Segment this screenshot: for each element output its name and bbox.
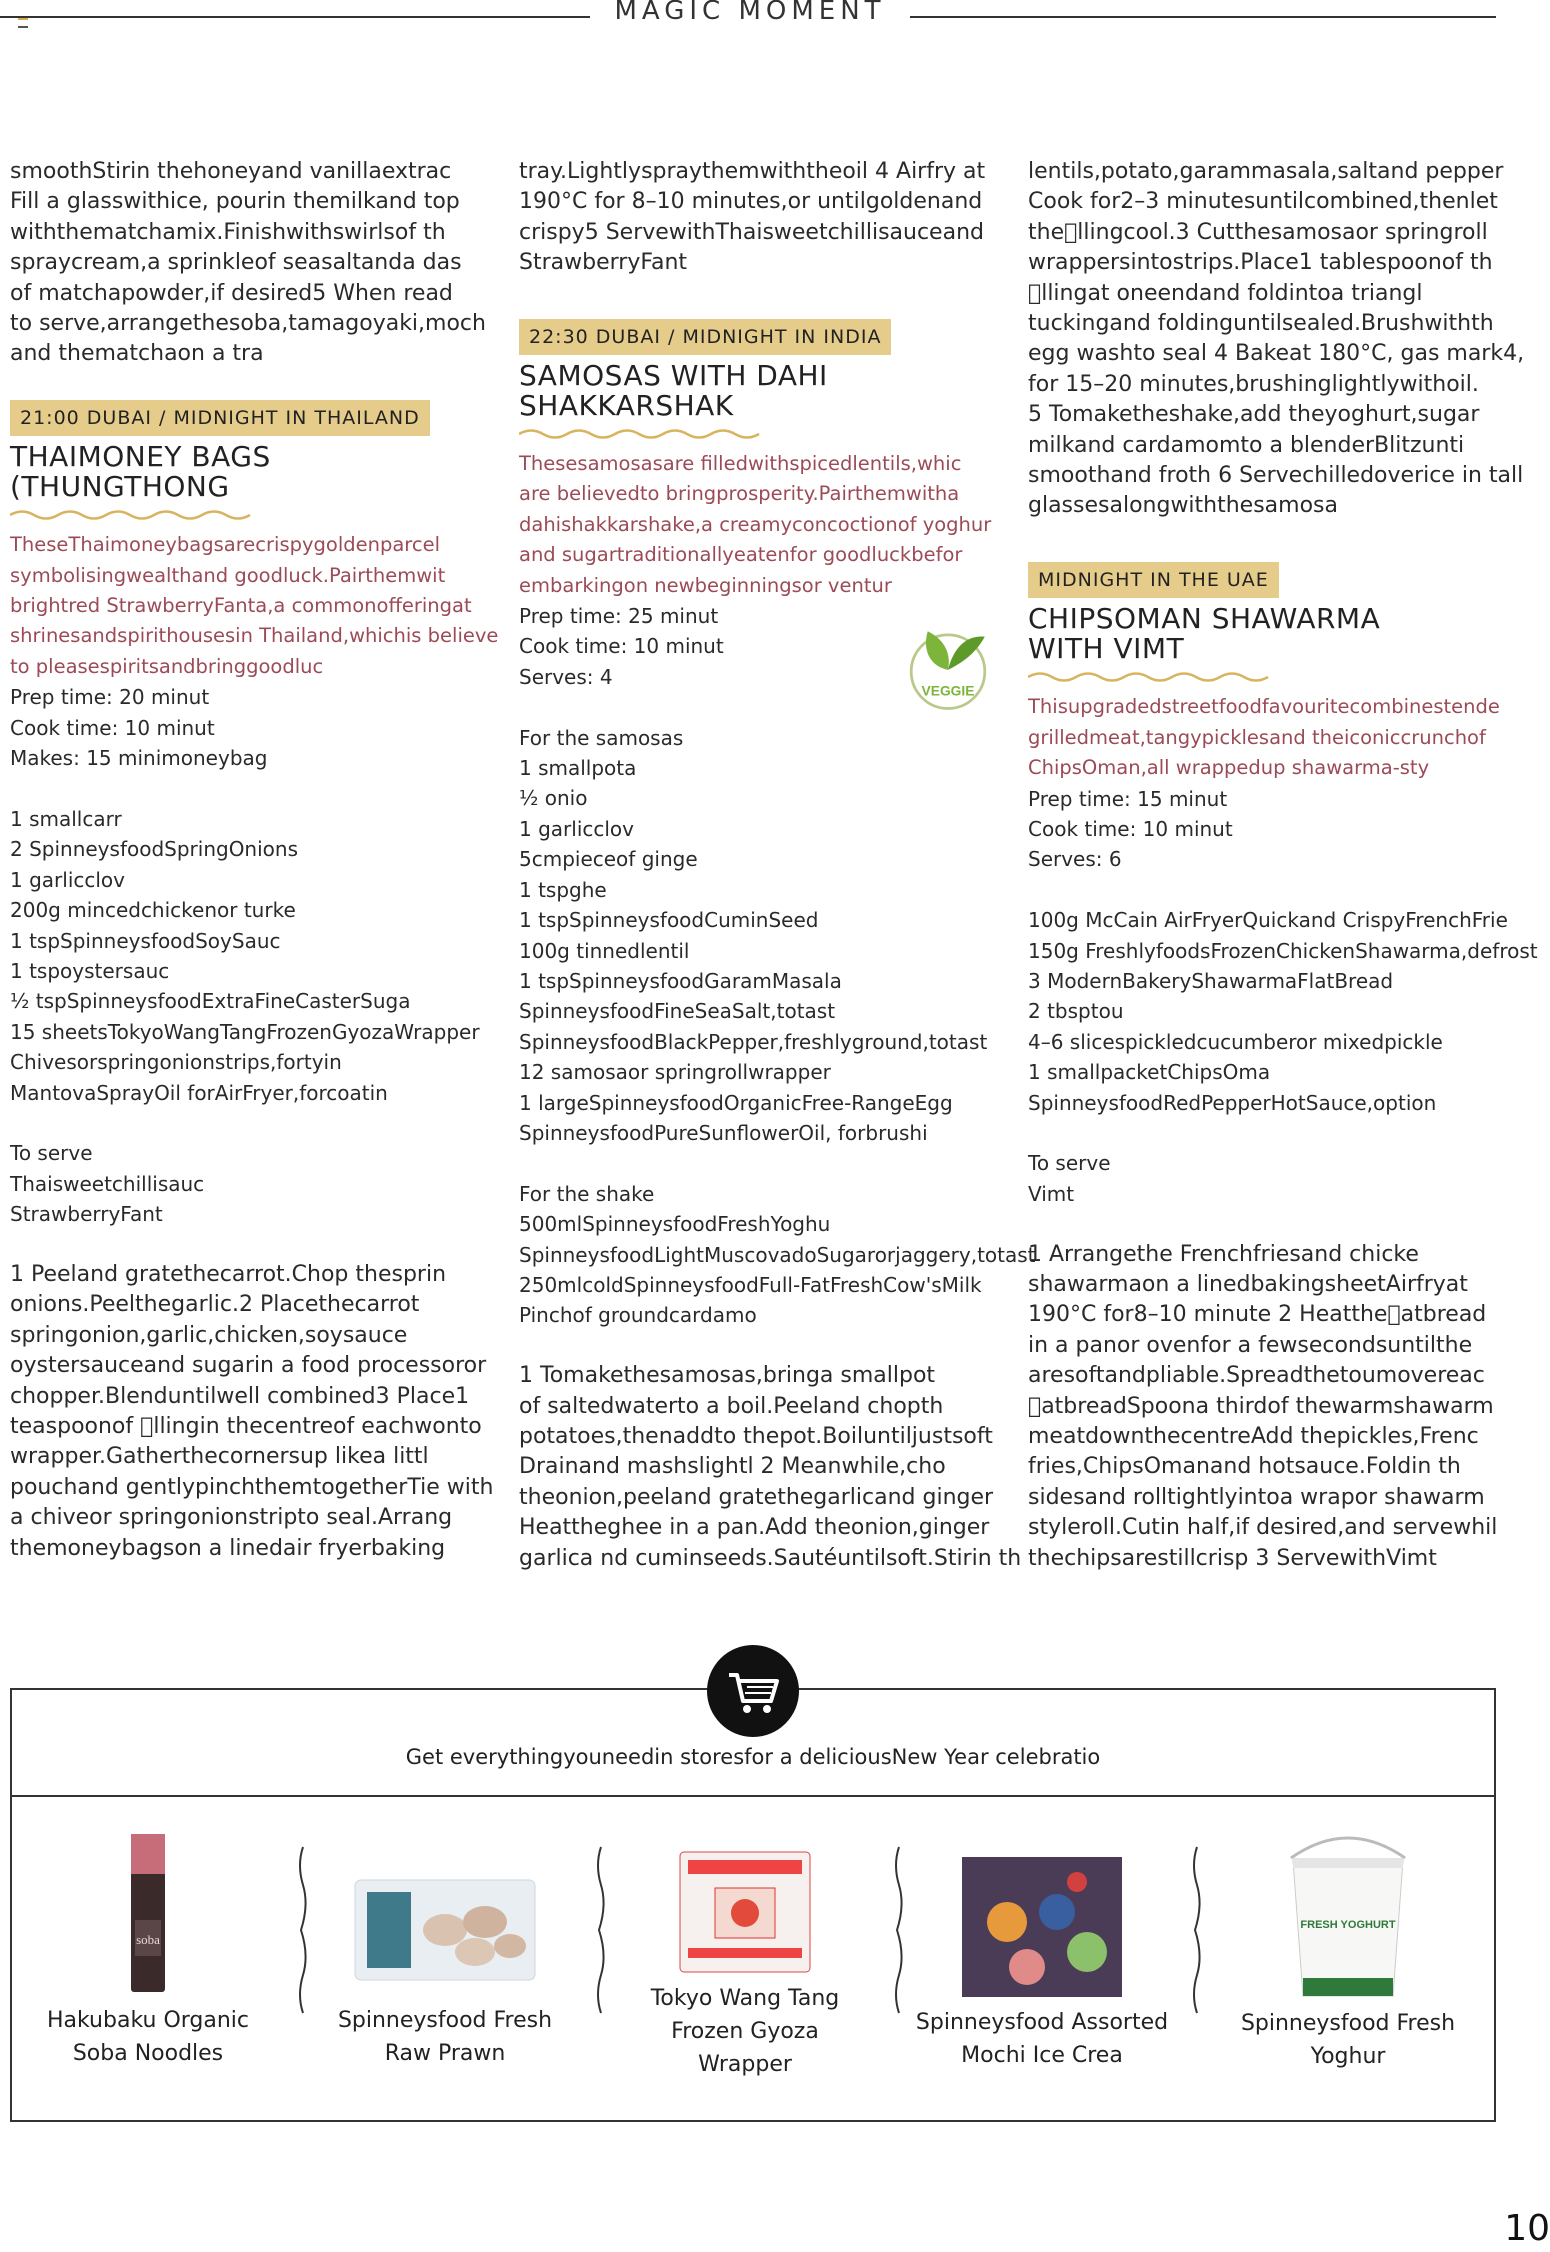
text-line: tray.Lightlyspraythemwiththeoil 4 Airfry at — [519, 159, 986, 184]
ingredient: SpinneysfoodLightMuscovadoSugarorjaggery,totast — [519, 1242, 1036, 1267]
intro-line: to pleasespiritsandbringgoodluc — [10, 654, 324, 678]
intro-line: dahishakkarshake,a creamyconcoctionof yoghur — [519, 512, 992, 536]
serves: Serves: 4 — [519, 664, 613, 689]
recipe-intro — [10, 530, 499, 682]
product-fresh-yoghurt[interactable] — [1208, 1828, 1488, 2073]
header-rule-left — [0, 16, 590, 18]
product-image — [113, 1830, 183, 2000]
product-image — [345, 1860, 545, 2000]
time-badge: 21:00 DUBAI / MIDNIGHT IN THAILAND — [10, 400, 430, 436]
wave-divider-icon — [10, 508, 260, 522]
ingredient: 4–6 slicespickledcucumberor mixedpickle — [1028, 1029, 1443, 1054]
text-line: milkand cardamomto a blenderBlitzunti — [1028, 432, 1465, 458]
product-image — [670, 1848, 820, 1978]
method-line: aresoftandpliable.Spreadthetoumovereac — [1028, 1363, 1485, 1389]
ingredient: 1 tspghe — [519, 877, 607, 902]
text-line: lentils,potato,garammasala,saltand pepper — [1028, 159, 1504, 184]
method-line: pouchand gentlypinchthemtogetherTie with — [10, 1474, 494, 1500]
header-rule-right — [910, 16, 1496, 18]
prep-time: Prep time: 15 minut — [1028, 786, 1228, 811]
time-badge: MIDNIGHT IN THE UAE — [1028, 562, 1279, 598]
method-line: a chiveor springonionstripto seal.Arrang — [10, 1505, 453, 1531]
text-line: smoothand froth 6 Servechilledoverice in tall — [1028, 463, 1524, 489]
method-line: oystersauceand sugarin a food processoror — [10, 1353, 487, 1379]
product-name-line: Tokyo Wang Tang — [650, 1986, 840, 2011]
page-number: 10 — [1504, 2208, 1550, 2249]
method-line: springonion,garlic,chicken,soysauce — [10, 1322, 408, 1348]
ingredient: 15 sheetsTokyoWangTangFrozenGyozaWrapper — [10, 1019, 480, 1044]
ingredient: SpinneysfoodPureSunflowerOil, forbrushi — [519, 1120, 928, 1145]
product-name-line: Spinneysfood Fresh — [337, 2008, 553, 2033]
text-line: StrawberryFant — [519, 250, 688, 276]
intro-line: are believedto bringprosperity.Pairthemwitha — [519, 482, 960, 506]
text-line: glassesalongwiththesamosa — [1028, 493, 1338, 519]
text-line: Cook for2–3 minutesuntilcombined,thenlet — [1028, 189, 1498, 215]
ingredient: ½ tspSpinneysfoodExtraFineCasterSuga — [10, 989, 411, 1014]
ingredient: 100g tinnedlentil — [519, 938, 690, 963]
method-line: onions.Peelthegarlic.2 Placethecarrot — [10, 1292, 420, 1318]
product-name-line: Yoghur — [1310, 2044, 1386, 2069]
ingredient: 1 garlicclov — [519, 816, 634, 841]
column-samosas — [519, 157, 1036, 1574]
yield: Makes: 15 minimoneybag — [10, 746, 268, 771]
recipe-title-line: WITH VIMT — [1028, 632, 1185, 666]
cook-time: Cook time: 10 minut — [10, 715, 215, 740]
method-line: 190°C for8–10 minute 2 Heatthe￿atbread — [1028, 1302, 1487, 1328]
ingredient: 1 largeSpinneysfoodOrganicFree-RangeEgg — [519, 1090, 953, 1115]
shopping-cart-icon — [707, 1645, 799, 1737]
text-line: wrappersintostrips.Place1 tablespoonof th — [1028, 250, 1493, 276]
ingredient: Chivesorspringonionstrips,fortyin — [10, 1050, 342, 1075]
shop-divider — [10, 1795, 1496, 1797]
product-name-line: Frozen Gyoza — [671, 2019, 819, 2044]
product-name-line: Soba Noodles — [72, 2041, 224, 2066]
text-line: of matchapowder,if desired5 When read — [10, 280, 453, 306]
recipe-title — [10, 442, 480, 502]
column-thai-money-bags — [10, 157, 499, 1564]
ingredient: 1 tspSpinneysfoodCuminSeed — [519, 908, 819, 933]
product-image — [1273, 1828, 1423, 2003]
method-line: ￿atbreadSpoona thirdof thewarmshawarm — [1028, 1393, 1494, 1419]
text-line: spraycream,a sprinkleof seasaltanda das — [10, 250, 462, 276]
method-line: shawarmaon a linedbakingsheetAirfryat — [1028, 1271, 1468, 1297]
method-line: fries,ChipsOmanand hotsauce.Foldin th — [1028, 1454, 1461, 1480]
method-line: 1 Tomakethesamosas,bringa smallpot — [519, 1363, 936, 1389]
serve-item: StrawberryFant — [10, 1202, 163, 1227]
ingredient: Pinchof groundcardamo — [519, 1303, 757, 1328]
product-name-line: Mochi Ice Crea — [961, 2043, 1123, 2068]
intro-line: Thisupgradedstreetfoodfavouritecombinestende — [1028, 695, 1500, 719]
ingredient: 500mlSpinneysfoodFreshYoghu — [519, 1212, 831, 1237]
text-line: crispy5 ServewithThaisweetchillisauceand — [519, 219, 984, 245]
ingredient: 1 tspSpinneysfoodSoySauc — [10, 928, 281, 953]
ingredient: SpinneysfoodFineSeaSalt,totast — [519, 999, 836, 1024]
method-line: potatoes,thenaddto thepot.Boiluntiljustsoft — [519, 1423, 993, 1449]
product-label: FRESH YOGHURT — [1300, 1919, 1396, 1931]
method-line: theonion,peeland gratethegarlicand ginger — [519, 1484, 994, 1510]
method-line: meatdownthecentreAdd thepickles,Frenc — [1028, 1423, 1479, 1449]
serve-item: Thaisweetchillisauc — [10, 1171, 205, 1196]
ingredient: 1 smallcarr — [10, 806, 122, 831]
recipe-title-line: SHAKKARSHAK — [519, 389, 734, 423]
text-line: 190°C for 8–10 minutes,or untilgoldenand — [519, 189, 983, 215]
text-line: Fill a glasswithice, pourin themilkand top — [10, 189, 460, 215]
product-soba-noodles[interactable] — [8, 1830, 288, 2070]
ingredient: 5cmpieceof ginge — [519, 847, 698, 872]
ingredient: 1 tspSpinneysfoodGaramMasala — [519, 968, 842, 993]
recipe-title — [519, 361, 999, 421]
method-line: 1 Arrangethe Frenchfriesand chicke — [1028, 1241, 1419, 1267]
section-title: MAGIC MOMENT — [614, 0, 886, 26]
ingredient: MantovaSprayOil forAirFryer,forcoatin — [10, 1080, 388, 1105]
ingredient: SpinneysfoodBlackPepper,freshlyground,totast — [519, 1029, 988, 1054]
product-name-line: Spinneysfood Fresh — [1240, 2011, 1456, 2036]
ingredient: 3 ModernBakeryShawarmaFlatBread — [1028, 968, 1394, 993]
ingredient: 1 smallpota — [519, 756, 637, 781]
intro-line: symbolisingwealthand goodluck.Pairthemwit — [10, 563, 446, 587]
intro-line: brightred StrawberryFanta,a commonofferingat — [10, 594, 472, 618]
prep-time: Prep time: 25 minut — [519, 604, 719, 629]
product-name-line: Raw Prawn — [384, 2041, 506, 2066]
product-raw-prawns[interactable] — [305, 1860, 585, 2070]
text-line: ￿llingat oneendand foldintoa triangl — [1028, 280, 1423, 306]
text-line: and thematchaon a tra — [10, 341, 264, 367]
recipe-intro — [1028, 692, 1508, 783]
text-line: for 15–20 minutes,brushinglightlywithoil. — [1028, 371, 1479, 397]
intro-line: TheseThaimoneybagsarecrispygoldenparcel — [10, 533, 441, 557]
method-line: of saltedwaterto a boil.Peeland chopth — [519, 1393, 944, 1419]
method-line: themoneybagson a linedair fryerbaking — [10, 1535, 446, 1561]
wave-divider-icon — [519, 427, 769, 441]
serve-heading: To serve — [10, 1141, 93, 1166]
method-line: Heattheghee in a pan.Add theonion,ginger — [519, 1515, 990, 1541]
text-line: tuckingand foldinguntilsealed.Brushwithth — [1028, 311, 1494, 337]
method-line: sidesand rolltightlyintoa wrapor shawarm — [1028, 1484, 1485, 1510]
ingredient: 12 samosaor springrollwrapper — [519, 1060, 831, 1085]
recipe-title-line: (THUNGTHONG — [10, 470, 230, 504]
veggie-label: VEGGIE — [921, 683, 975, 699]
ingredient: 1 tspoystersauc — [10, 958, 170, 983]
cook-time: Cook time: 10 minut — [1028, 816, 1233, 841]
time-badge: 22:30 DUBAI / MIDNIGHT IN INDIA — [519, 319, 891, 355]
text-line: egg washto seal 4 Bakeat 180°C, gas mark4, — [1028, 341, 1525, 367]
product-mochi-ice-cream[interactable] — [902, 1852, 1182, 2072]
brace-divider-icon — [1189, 1845, 1203, 2015]
veggie-badge-icon — [902, 622, 994, 714]
method-line: Drainand mashslightl 2 Meanwhile,cho — [519, 1454, 946, 1480]
ingredient: ½ onio — [519, 786, 588, 811]
method-line: in a panor ovenfor a fewsecondsuntilthe — [1028, 1332, 1473, 1358]
product-name-line: Spinneysfood Assorted — [915, 2010, 1169, 2035]
ingredient: 1 garlicclov — [10, 867, 125, 892]
recipe-title-line: CHIPSOMAN SHAWARMA — [1028, 602, 1381, 636]
product-label: soba — [136, 1932, 160, 1947]
method-line: chopper.Blenduntilwell combined3 Place1 — [10, 1383, 470, 1409]
product-name-line: Wrapper — [698, 2052, 792, 2077]
ingredient: SpinneysfoodRedPepperHotSauce,option — [1028, 1090, 1437, 1115]
intro-line: grilledmeat,tangypicklesand theiconiccrunchof — [1028, 725, 1486, 749]
product-image — [957, 1852, 1127, 2002]
ingredient: 200g mincedchickenor turke — [10, 898, 296, 923]
text-line: to serve,arrangethesoba,tamagoyaki,moch — [10, 311, 486, 337]
method-line: teaspoonof ￿llingin thecentreof eachwonto — [10, 1413, 482, 1439]
shop-caption: Get everythingyouneedin storesfor a deliciousNew Year celebratio — [405, 1745, 1101, 1769]
recipe-intro — [519, 449, 999, 601]
column-shawarma — [1028, 157, 1538, 1574]
recipe-title-line: THAIMONEY BAGS — [10, 440, 271, 474]
method-line: styleroll.Cutin half,if desired,and servewhil — [1028, 1515, 1498, 1541]
intro-line: and sugartraditionallyeatenfor goodluckbefor — [519, 543, 963, 567]
intro-line: Thesesamosasare filledwithspicedlentils,whic — [519, 452, 962, 476]
method-line: 1 Peeland gratethecarrot.Chop thesprin — [10, 1261, 447, 1287]
intro-line: embarkingon newbeginningsor ventur — [519, 573, 892, 597]
text-line: 5 Tomaketheshake,add theyoghurt,sugar — [1028, 402, 1480, 428]
ingredient: 2 tbsptou — [1028, 999, 1124, 1024]
ingredient: 150g FreshlyfoodsFrozenChickenShawarma,defrost — [1028, 938, 1538, 963]
text-line: the￿llingcool.3 Cutthesamosaor springroll — [1028, 219, 1488, 245]
product-gyoza-wrapper[interactable] — [605, 1848, 885, 2081]
ingredient: 2 SpinneysfoodSpringOnions — [10, 837, 298, 862]
ingredients-heading: For the samosas — [519, 725, 684, 750]
method-line: garlica nd cuminseeds.Sautéuntilsoft.Stirin th — [519, 1545, 1022, 1571]
ingredient: 1 smallpacketChipsOma — [1028, 1060, 1271, 1085]
wave-divider-icon — [1028, 670, 1278, 684]
recipe-title-line: SAMOSAS WITH DAHI — [519, 359, 828, 393]
ingredients-heading: For the shake — [519, 1181, 655, 1206]
intro-line: ChipsOman,all wrappedup shawarma-sty — [1028, 756, 1430, 780]
product-name-line: Hakubaku Organic — [46, 2008, 250, 2033]
prep-time: Prep time: 20 minut — [10, 685, 210, 710]
serves: Serves: 6 — [1028, 847, 1122, 872]
recipe-title — [1028, 604, 1508, 664]
method-line: thechipsarestillcrisp 3 ServewithVimt — [1028, 1545, 1437, 1571]
text-line: smoothStirin thehoneyand vanillaextrac — [10, 159, 452, 184]
menu-icon — [18, 18, 28, 28]
text-line: withthematchamix.Finishwithswirlsof th — [10, 219, 446, 245]
ingredient: 100g McCain AirFryerQuickand CrispyFrenchFrie — [1028, 908, 1508, 933]
ingredient: 250mlcoldSpinneysfoodFull-FatFreshCow'sMilk — [519, 1272, 982, 1297]
method-line: wrapper.Gatherthecornersup likea littl — [10, 1444, 429, 1470]
serve-heading: To serve — [1028, 1151, 1111, 1176]
cook-time: Cook time: 10 minut — [519, 634, 724, 659]
serve-item: Vimt — [1028, 1181, 1075, 1206]
intro-line: shrinesandspirithousesin Thailand,whichis believe — [10, 624, 499, 648]
